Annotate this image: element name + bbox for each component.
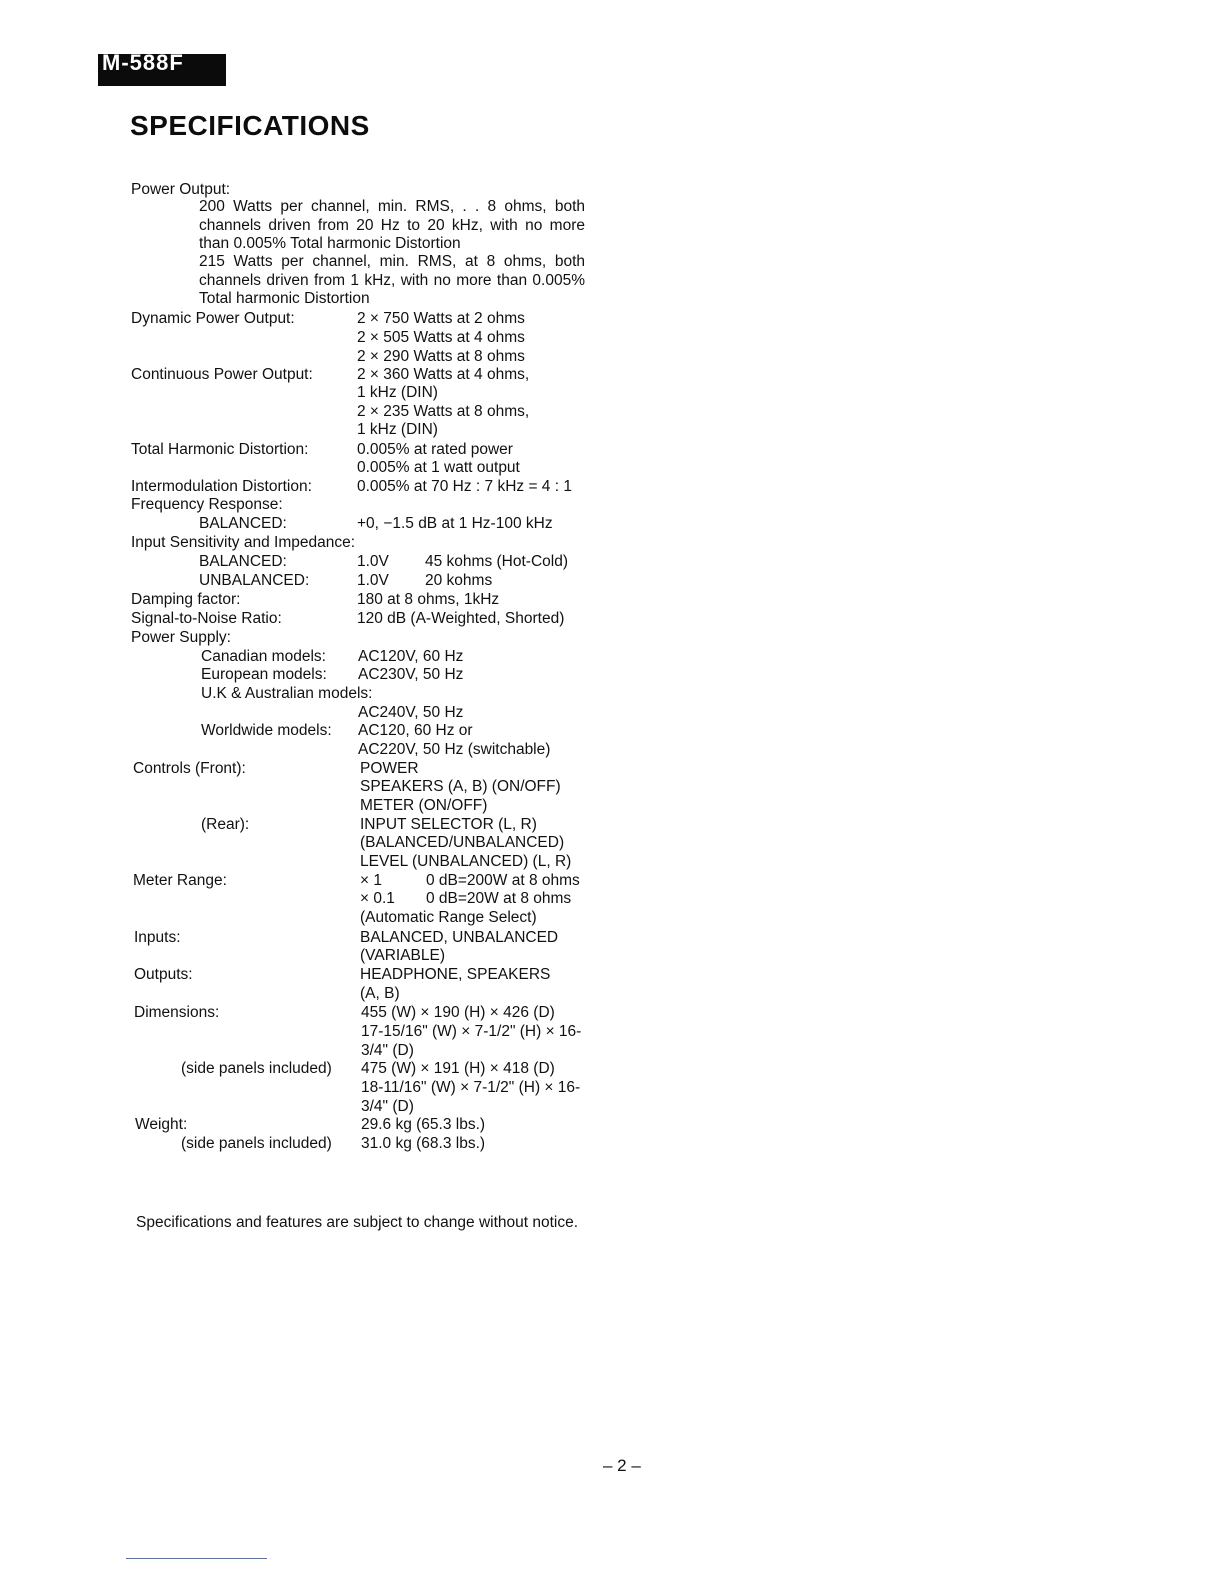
- outputs-value-2: (A, B): [360, 985, 400, 1002]
- uk-australian-models-value: AC240V, 50 Hz: [358, 704, 464, 721]
- dynamic-power-label: Dynamic Power Output:: [131, 310, 295, 327]
- snr-label: Signal-to-Noise Ratio:: [131, 610, 282, 627]
- canadian-models-label: Canadian models:: [201, 648, 326, 665]
- thd-rated: 0.005% at rated power: [357, 441, 513, 458]
- continuous-power-4ohm: 2 × 360 Watts at 4 ohms,: [357, 366, 530, 383]
- meter-range-label: Meter Range:: [133, 872, 227, 889]
- continuous-power-8ohm-freq: 1 kHz (DIN): [357, 421, 438, 438]
- input-balanced-voltage: 1.0V: [357, 553, 389, 570]
- frequency-balanced-label: BALANCED:: [199, 515, 287, 532]
- model-number-tag: [98, 54, 226, 86]
- european-models-label: European models:: [201, 666, 327, 683]
- controls-rear-level: LEVEL (UNBALANCED) (L, R): [360, 853, 572, 870]
- meter-range-x1: × 1: [360, 872, 382, 889]
- imd-value: 0.005% at 70 Hz : 7 kHz = 4 : 1: [357, 478, 572, 495]
- controls-front-power: POWER: [360, 760, 419, 777]
- controls-front-speakers: SPEAKERS (A, B) (ON/OFF): [360, 778, 561, 795]
- damping-factor-label: Damping factor:: [131, 591, 241, 608]
- footer-rule: [126, 1558, 267, 1559]
- page-title: SPECIFICATIONS: [130, 110, 370, 141]
- power-output-rating-20hz: 200 Watts per channel, min. RMS, . . 8 ohms, both channels driven from 20 Hz to 20 kHz, with no more than 0.005% Total harmonic Distortion: [199, 198, 585, 252]
- inputs-value-1: BALANCED, UNBALANCED: [360, 929, 559, 946]
- inputs-value-2: (VARIABLE): [360, 947, 445, 964]
- damping-factor-value: 180 at 8 ohms, 1kHz: [357, 591, 500, 608]
- input-unbalanced-voltage: 1.0V: [357, 572, 389, 589]
- european-models-value: AC230V, 50 Hz: [358, 666, 464, 683]
- frequency-balanced-value: +0, −1.5 dB at 1 Hz-100 kHz: [357, 515, 553, 532]
- dimensions-side-imperial: 18-11/16" (W) × 7-1/2" (H) × 16-: [361, 1079, 581, 1096]
- frequency-response-label: Frequency Response:: [131, 496, 283, 513]
- outputs-value-1: HEADPHONE, SPEAKERS: [360, 966, 551, 983]
- uk-australian-models-label: U.K & Australian models:: [201, 685, 373, 702]
- input-unbalanced-impedance: 20 kohms: [425, 572, 493, 589]
- continuous-power-8ohm: 2 × 235 Watts at 8 ohms,: [357, 403, 530, 420]
- controls-rear-label: (Rear):: [201, 816, 250, 833]
- weight-side-value: 31.0 kg (68.3 lbs.): [361, 1135, 486, 1152]
- dimensions-metric: 455 (W) × 190 (H) × 426 (D): [361, 1004, 555, 1021]
- dimensions-imperial-cont: 3/4" (D): [361, 1042, 414, 1059]
- page-number: – 2 –: [603, 1456, 641, 1475]
- meter-range-x01: × 0.1: [360, 890, 395, 907]
- disclaimer-note: Specifications and features are subject to change without notice.: [136, 1214, 579, 1231]
- weight-value: 29.6 kg (65.3 lbs.): [361, 1116, 486, 1133]
- dimensions-side-metric: 475 (W) × 191 (H) × 418 (D): [361, 1060, 555, 1077]
- canadian-models-value: AC120V, 60 Hz: [358, 648, 464, 665]
- inputs-label: Inputs:: [134, 929, 181, 946]
- power-output-label: Power Output:: [131, 181, 231, 198]
- controls-front-label: Controls (Front):: [133, 760, 246, 777]
- model-number: M-588F: [102, 54, 184, 75]
- snr-value: 120 dB (A-Weighted, Shorted): [357, 610, 565, 627]
- meter-range-x01-value: 0 dB=20W at 8 ohms: [426, 890, 572, 907]
- weight-side-panels-label: (side panels included): [181, 1135, 332, 1152]
- dimensions-side-imperial-cont: 3/4" (D): [361, 1098, 414, 1115]
- controls-rear-balanced-unbalanced: (BALANCED/UNBALANCED): [360, 834, 565, 851]
- outputs-label: Outputs:: [134, 966, 193, 983]
- dynamic-power-4ohm: 2 × 505 Watts at 4 ohms: [357, 329, 525, 346]
- worldwide-models-value-1: AC120, 60 Hz or: [358, 722, 473, 739]
- power-supply-label: Power Supply:: [131, 629, 231, 646]
- controls-rear-input-selector: INPUT SELECTOR (L, R): [360, 816, 537, 833]
- dynamic-power-8ohm: 2 × 290 Watts at 8 ohms: [357, 348, 525, 365]
- thd-1watt: 0.005% at 1 watt output: [357, 459, 520, 476]
- imd-label: Intermodulation Distortion:: [131, 478, 312, 495]
- worldwide-models-value-2: AC220V, 50 Hz (switchable): [358, 741, 551, 758]
- input-unbalanced-label: UNBALANCED:: [199, 572, 310, 589]
- meter-range-auto: (Automatic Range Select): [360, 909, 537, 926]
- meter-range-x1-value: 0 dB=200W at 8 ohms: [426, 872, 580, 889]
- dimensions-imperial: 17-15/16" (W) × 7-1/2" (H) × 16-: [361, 1023, 582, 1040]
- dynamic-power-2ohm: 2 × 750 Watts at 2 ohms: [357, 310, 525, 327]
- input-balanced-impedance: 45 kohms (Hot-Cold): [425, 553, 568, 570]
- power-output-rating-1khz: 215 Watts per channel, min. RMS, at 8 ohms, both channels driven from 1 kHz, with no more than 0.005% Total harmonic Distortion: [199, 253, 585, 307]
- weight-label: Weight:: [135, 1116, 188, 1133]
- worldwide-models-label: Worldwide models:: [201, 722, 332, 739]
- continuous-power-label: Continuous Power Output:: [131, 366, 313, 383]
- dimensions-side-panels-label: (side panels included): [181, 1060, 332, 1077]
- thd-label: Total Harmonic Distortion:: [131, 441, 309, 458]
- dimensions-label: Dimensions:: [134, 1004, 220, 1021]
- input-sensitivity-label: Input Sensitivity and Impedance:: [131, 534, 356, 551]
- continuous-power-4ohm-freq: 1 kHz (DIN): [357, 384, 438, 401]
- controls-front-meter: METER (ON/OFF): [360, 797, 488, 814]
- input-balanced-label: BALANCED:: [199, 553, 287, 570]
